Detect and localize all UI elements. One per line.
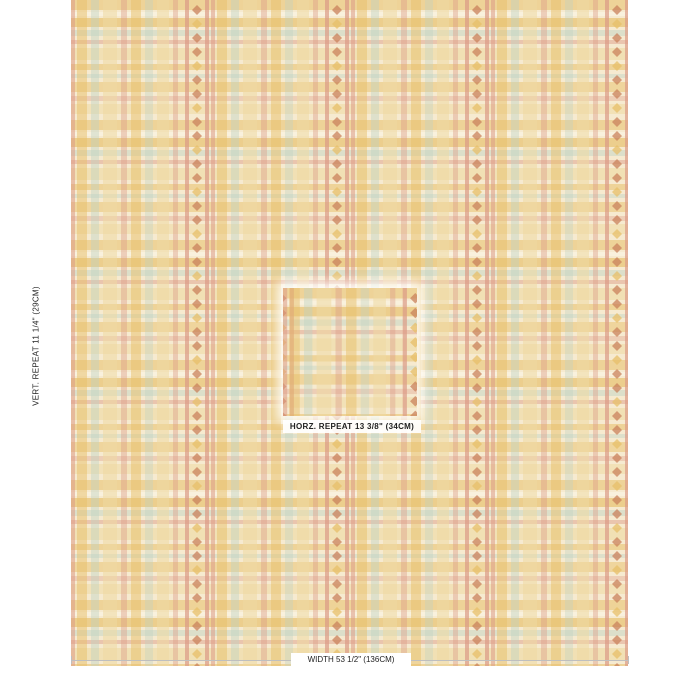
plaid-vertical-band [336, 288, 342, 416]
plaid-vertical-band [425, 0, 433, 666]
plaid-vertical-band [541, 0, 547, 666]
plaid-vertical-band [437, 0, 449, 666]
horizontal-repeat-label: HORZ. REPEAT 13 3/8" (34CM) [283, 420, 421, 433]
plaid-vertical-band [131, 0, 141, 666]
plaid-vertical-band [317, 288, 332, 416]
plaid-vertical-band [243, 0, 257, 666]
width-measure-tick-right [628, 656, 629, 664]
plaid-vertical-band [593, 0, 598, 666]
plaid-vertical-band [173, 0, 178, 666]
plaid-border-stripe [205, 0, 209, 666]
plaid-vertical-band [77, 0, 87, 666]
plaid-vertical-band [217, 0, 227, 666]
plaid-vertical-band [491, 0, 495, 666]
width-label: WIDTH 53 1/2" (136CM) [291, 653, 411, 666]
plaid-vertical-band [91, 0, 99, 666]
repeat-swatch-image [283, 288, 417, 416]
plaid-vertical-band [157, 0, 169, 666]
plaid-vertical-band [551, 0, 561, 666]
plaid-vertical-band [231, 0, 239, 666]
plaid-vertical-band [103, 0, 117, 666]
plaid-border-stripe [605, 0, 609, 666]
plaid-vertical-band [145, 0, 153, 666]
plaid-border-stripe [465, 0, 469, 666]
plaid-vertical-band [523, 0, 537, 666]
plaid-vertical-band [304, 288, 312, 416]
plaid-vertical-band [211, 0, 215, 666]
vertical-repeat-label: VERT. REPEAT 11 1/4" (29CM) [31, 286, 41, 406]
plaid-vertical-band [390, 288, 395, 416]
plaid-border-stripe [185, 0, 189, 666]
plaid-vertical-band [373, 288, 386, 416]
plaid-vertical-band [497, 0, 507, 666]
width-measure-tick-left [71, 656, 72, 664]
plaid-vertical-band [565, 0, 573, 666]
plaid-vertical-band [289, 288, 300, 416]
plaid-vertical-band [71, 0, 75, 666]
plaid-vertical-band [346, 288, 357, 416]
plaid-vertical-band [283, 288, 287, 416]
plaid-vertical-band [121, 0, 127, 666]
repeat-swatch [283, 288, 417, 416]
plaid-vertical-band [453, 0, 458, 666]
plaid-border-stripe [403, 288, 407, 416]
plaid-border-stripe [625, 0, 628, 666]
plaid-vertical-band [361, 288, 369, 416]
plaid-vertical-band [577, 0, 589, 666]
plaid-border-stripe [485, 0, 489, 666]
plaid-vertical-band [261, 0, 267, 666]
plaid-vertical-band [271, 0, 281, 666]
plaid-vertical-band [511, 0, 519, 666]
